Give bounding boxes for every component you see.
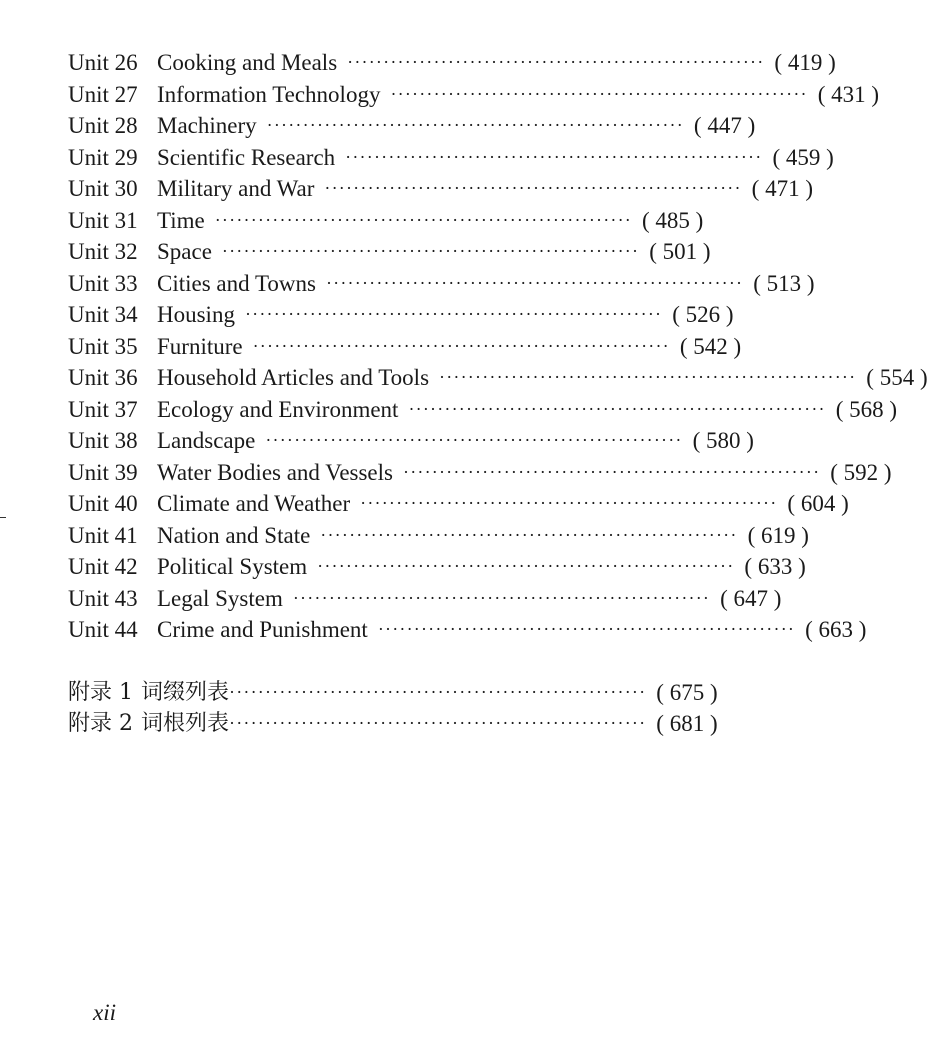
dot-leader: ·························································· [229,681,647,702]
dot-leader: ·························································· [317,556,735,576]
page-reference: ( 681 ) [656,711,718,736]
unit-list [68,47,928,646]
margin-tick [0,517,6,518]
unit-number: Unit 38 [68,428,138,453]
dot-leader: ·························································· [266,115,684,135]
toc-entry[interactable] [68,236,711,268]
unit-number: Unit 29 [68,144,138,170]
toc-entry[interactable] [68,142,834,174]
toc-entry[interactable] [68,47,836,79]
unit-number: Unit 30 [68,176,138,201]
dot-leader: ·························································· [377,619,796,639]
unit-title: Furniture [157,333,243,359]
page-reference: ( 501 ) [649,239,711,264]
unit-title: Housing [157,302,235,327]
unit-title: Ecology and Environment [157,396,399,422]
dot-leader: ·························································· [408,398,826,419]
unit-number: Unit 33 [68,270,138,296]
dot-leader: ·························································· [324,178,742,198]
dot-leader: ·························································· [214,209,632,230]
page-reference: ( 675 ) [656,679,718,705]
dot-leader: ·························································· [347,52,765,72]
page-reference: ( 542 ) [679,333,742,359]
page-reference: ( 459 ) [772,144,834,170]
appendix-title: 词根列表 [141,711,230,736]
page-reference: ( 513 ) [753,270,815,296]
appendix-title: 词缀列表 [141,679,230,705]
page-reference: ( 604 ) [787,491,849,516]
toc-entry[interactable] [68,268,815,300]
toc-entry[interactable] [68,79,880,111]
unit-title: Landscape [157,428,256,453]
unit-number: Unit 37 [68,396,138,422]
section-gap [68,646,658,677]
unit-title: Space [157,239,212,264]
dot-leader: ·························································· [252,335,670,356]
dot-leader: ·························································· [229,713,647,733]
unit-number: Unit 32 [68,239,138,264]
dot-leader: ·························································· [265,430,683,450]
unit-number: Unit 28 [68,113,138,138]
toc-entry[interactable] [68,520,809,552]
unit-title: Water Bodies and Vessels [157,459,393,485]
page-reference: ( 485 ) [642,207,704,233]
unit-number: Unit 26 [68,50,138,75]
unit-number: Unit 36 [68,365,138,390]
page-reference: ( 647 ) [720,585,782,611]
unit-number: Unit 40 [68,491,138,516]
page-reference: ( 580 ) [692,428,754,453]
page-reference: ( 633 ) [744,554,806,579]
dot-leader: ·························································· [403,461,821,482]
dot-leader: ·························································· [244,304,663,324]
unit-title: Military and War [157,176,315,201]
unit-title: Cooking and Meals [157,50,338,75]
page-reference: ( 568 ) [835,396,898,422]
toc-entry[interactable] [68,551,806,583]
unit-title: Scientific Research [157,144,336,170]
unit-title: Cities and Towns [157,270,316,296]
unit-title: Crime and Punishment [157,617,368,642]
appendix-entry[interactable] [68,708,718,740]
toc-entry[interactable] [68,614,867,646]
toc-entry[interactable] [68,331,742,363]
unit-title: Machinery [157,113,257,138]
page-reference: ( 419 ) [774,50,836,75]
unit-number: Unit 39 [68,459,138,485]
unit-number: Unit 42 [68,554,138,579]
unit-number: Unit 44 [68,617,138,642]
appendix-list [68,677,718,740]
unit-title: Nation and State [157,522,311,548]
dot-leader: ·························································· [390,83,808,104]
dot-leader: ·························································· [360,493,778,513]
page-reference: ( 526 ) [672,302,734,327]
page-number: xii [93,1000,116,1025]
toc-entry[interactable] [68,425,754,457]
unit-title: Climate and Weather [157,491,351,516]
unit-number: Unit 34 [68,302,138,327]
appendix-label: 附录 2 [68,711,133,736]
page-reference: ( 592 ) [830,459,892,485]
toc-entry[interactable] [68,362,928,394]
dot-leader: ·························································· [221,241,640,261]
page-reference: ( 663 ) [805,617,867,642]
unit-title: Legal System [157,585,283,611]
unit-number: Unit 31 [68,207,138,233]
page-reference: ( 447 ) [693,113,756,138]
page-reference: ( 471 ) [751,176,813,201]
toc-entry[interactable] [68,488,849,520]
dot-leader: ·························································· [345,146,763,167]
unit-title: Political System [157,554,308,579]
dot-leader: ·························································· [439,367,857,387]
unit-title: Household Articles and Tools [157,365,430,390]
toc-entry[interactable] [68,110,756,142]
page-reference: ( 554 ) [866,365,928,390]
appendix-label: 附录 1 [68,679,133,705]
dot-leader: ·························································· [320,524,738,545]
unit-number: Unit 35 [68,333,138,359]
unit-number: Unit 41 [68,522,138,548]
toc-entry[interactable] [68,394,898,426]
toc-entry[interactable] [68,583,782,615]
dot-leader: ·························································· [292,587,711,608]
toc-entry[interactable] [68,205,704,237]
unit-number: Unit 43 [68,585,138,611]
appendix-entry[interactable] [68,677,718,709]
unit-number: Unit 27 [68,81,138,107]
toc-entry[interactable] [68,457,892,489]
page-reference: ( 619 ) [747,522,809,548]
table-of-contents [68,47,928,740]
unit-title: Information Technology [157,81,381,107]
dot-leader: ·························································· [325,272,744,293]
toc-entry[interactable] [68,299,734,331]
page-reference: ( 431 ) [817,81,880,107]
unit-title: Time [157,207,205,233]
toc-entry[interactable] [68,173,813,205]
